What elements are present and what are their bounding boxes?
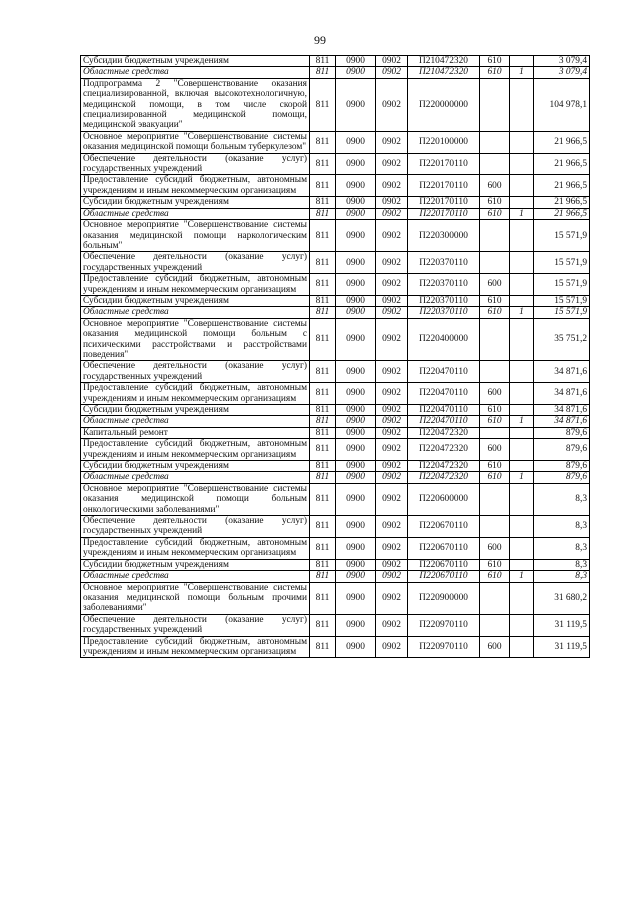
cell-src [510, 56, 534, 67]
cell-cs: П220170110 [408, 208, 480, 219]
cell-ved: 811 [310, 461, 336, 472]
cell-vr [480, 516, 510, 538]
cell-rz: 0900 [336, 56, 376, 67]
cell-src [510, 383, 534, 405]
cell-pr: 0902 [376, 416, 408, 427]
cell-rz: 0900 [336, 361, 376, 383]
cell-pr: 0902 [376, 274, 408, 296]
table-row [81, 67, 590, 78]
cell-rz: 0900 [336, 405, 376, 416]
cell-pr: 0902 [376, 208, 408, 219]
table-row [81, 208, 590, 219]
cell-vr [480, 361, 510, 383]
table-row [81, 78, 590, 131]
cell-sum: 21 966,5 [534, 208, 590, 219]
cell-ved: 811 [310, 416, 336, 427]
table-row [81, 252, 590, 274]
table-row [81, 614, 590, 636]
cell-name: Подпрограмма 2 "Совершенствование оказания специализированной, включая высокотехнологичную, медицинской помощи, в том числе скорой специализированной медицинской помощи, медицинской эвакуации" [81, 78, 310, 131]
cell-src [510, 252, 534, 274]
cell-pr: 0902 [376, 153, 408, 175]
cell-vr: 600 [480, 175, 510, 197]
cell-ved: 811 [310, 131, 336, 153]
cell-ved: 811 [310, 537, 336, 559]
cell-vr [480, 614, 510, 636]
cell-rz: 0900 [336, 559, 376, 570]
cell-vr: 600 [480, 383, 510, 405]
cell-vr [480, 78, 510, 131]
cell-src [510, 537, 534, 559]
cell-cs: П210472320 [408, 56, 480, 67]
cell-vr: 600 [480, 636, 510, 658]
cell-vr [480, 427, 510, 438]
cell-pr: 0902 [376, 537, 408, 559]
table-row [81, 153, 590, 175]
cell-cs: П220170110 [408, 175, 480, 197]
cell-ved: 811 [310, 208, 336, 219]
table-row [81, 427, 590, 438]
cell-rz: 0900 [336, 516, 376, 538]
cell-ved: 811 [310, 361, 336, 383]
cell-vr: 600 [480, 537, 510, 559]
cell-rz: 0900 [336, 252, 376, 274]
cell-pr: 0902 [376, 361, 408, 383]
cell-name: Областные средства [81, 416, 310, 427]
cell-rz: 0900 [336, 472, 376, 483]
cell-pr: 0902 [376, 295, 408, 306]
cell-pr: 0902 [376, 483, 408, 515]
cell-cs: П220470110 [408, 405, 480, 416]
table-row [81, 361, 590, 383]
cell-vr: 610 [480, 461, 510, 472]
cell-rz: 0900 [336, 67, 376, 78]
cell-vr: 610 [480, 67, 510, 78]
cell-ved: 811 [310, 318, 336, 361]
cell-sum: 34 871,6 [534, 405, 590, 416]
table-row [81, 318, 590, 361]
cell-name: Основное мероприятие "Совершенствование системы оказания медицинской помощи больным с психическими расстройствами и расстройствами поведения" [81, 318, 310, 361]
cell-sum: 15 571,9 [534, 252, 590, 274]
cell-sum: 104 978,1 [534, 78, 590, 131]
cell-rz: 0900 [336, 537, 376, 559]
cell-vr: 610 [480, 56, 510, 67]
cell-sum: 34 871,6 [534, 361, 590, 383]
cell-ved: 811 [310, 405, 336, 416]
cell-cs: П220670110 [408, 571, 480, 582]
cell-sum: 8,3 [534, 559, 590, 570]
cell-cs: П220100000 [408, 131, 480, 153]
cell-pr: 0902 [376, 252, 408, 274]
table-row [81, 197, 590, 208]
cell-sum: 879,6 [534, 461, 590, 472]
cell-rz: 0900 [336, 383, 376, 405]
cell-src [510, 614, 534, 636]
cell-name: Основное мероприятие "Совершенствование системы оказания медицинской помощи наркологическим больным" [81, 220, 310, 252]
cell-pr: 0902 [376, 582, 408, 614]
cell-sum: 34 871,6 [534, 383, 590, 405]
cell-name: Обеспечение деятельности (оказание услуг) государственных учреждений [81, 252, 310, 274]
budget-table [80, 55, 590, 658]
cell-sum: 8,3 [534, 571, 590, 582]
cell-ved: 811 [310, 427, 336, 438]
cell-ved: 811 [310, 614, 336, 636]
table-row [81, 220, 590, 252]
cell-pr: 0902 [376, 559, 408, 570]
cell-src [510, 636, 534, 658]
cell-vr: 610 [480, 208, 510, 219]
cell-pr: 0902 [376, 78, 408, 131]
cell-vr [480, 153, 510, 175]
cell-vr: 610 [480, 571, 510, 582]
table-row [81, 537, 590, 559]
cell-sum: 15 571,9 [534, 274, 590, 296]
cell-src [510, 153, 534, 175]
cell-rz: 0900 [336, 461, 376, 472]
cell-vr [480, 131, 510, 153]
cell-vr: 610 [480, 472, 510, 483]
table-row [81, 571, 590, 582]
cell-pr: 0902 [376, 614, 408, 636]
table-row [81, 472, 590, 483]
cell-rz: 0900 [336, 416, 376, 427]
cell-rz: 0900 [336, 175, 376, 197]
cell-rz: 0900 [336, 197, 376, 208]
cell-src [510, 516, 534, 538]
cell-cs: П210472320 [408, 67, 480, 78]
cell-sum: 3 079,4 [534, 56, 590, 67]
cell-pr: 0902 [376, 175, 408, 197]
cell-src [510, 405, 534, 416]
cell-rz: 0900 [336, 307, 376, 318]
table-row [81, 439, 590, 461]
cell-ved: 811 [310, 516, 336, 538]
cell-pr: 0902 [376, 516, 408, 538]
cell-src [510, 131, 534, 153]
cell-cs: П220970110 [408, 614, 480, 636]
cell-sum: 15 571,9 [534, 295, 590, 306]
cell-pr: 0902 [376, 131, 408, 153]
cell-vr [480, 483, 510, 515]
cell-sum: 35 751,2 [534, 318, 590, 361]
cell-name: Субсидии бюджетным учреждениям [81, 197, 310, 208]
cell-pr: 0902 [376, 405, 408, 416]
cell-name: Основное мероприятие "Совершенствование системы оказания медицинской помощи больным прочими заболеваниями" [81, 582, 310, 614]
cell-vr: 600 [480, 274, 510, 296]
cell-vr: 610 [480, 307, 510, 318]
table-row [81, 636, 590, 658]
table-row [81, 483, 590, 515]
cell-ved: 811 [310, 483, 336, 515]
cell-sum: 15 571,9 [534, 307, 590, 318]
cell-vr: 610 [480, 295, 510, 306]
cell-name: Субсидии бюджетным учреждениям [81, 56, 310, 67]
cell-rz: 0900 [336, 153, 376, 175]
cell-name: Областные средства [81, 472, 310, 483]
cell-vr [480, 582, 510, 614]
cell-vr [480, 252, 510, 274]
cell-pr: 0902 [376, 439, 408, 461]
cell-sum: 879,6 [534, 427, 590, 438]
cell-src: 1 [510, 472, 534, 483]
cell-src [510, 439, 534, 461]
cell-rz: 0900 [336, 208, 376, 219]
cell-pr: 0902 [376, 636, 408, 658]
table-row [81, 582, 590, 614]
cell-cs: П220300000 [408, 220, 480, 252]
cell-name: Обеспечение деятельности (оказание услуг) государственных учреждений [81, 361, 310, 383]
table-row [81, 516, 590, 538]
cell-cs: П220670110 [408, 516, 480, 538]
cell-name: Областные средства [81, 67, 310, 78]
cell-src: 1 [510, 208, 534, 219]
table-row [81, 559, 590, 570]
cell-ved: 811 [310, 571, 336, 582]
cell-name: Субсидии бюджетным учреждениям [81, 405, 310, 416]
cell-name: Субсидии бюджетным учреждениям [81, 559, 310, 570]
cell-src [510, 78, 534, 131]
cell-rz: 0900 [336, 439, 376, 461]
cell-vr: 610 [480, 197, 510, 208]
cell-src [510, 559, 534, 570]
cell-src [510, 361, 534, 383]
cell-cs: П220900000 [408, 582, 480, 614]
cell-pr: 0902 [376, 197, 408, 208]
cell-rz: 0900 [336, 571, 376, 582]
cell-cs: П220170110 [408, 153, 480, 175]
cell-rz: 0900 [336, 636, 376, 658]
cell-ved: 811 [310, 197, 336, 208]
table-row [81, 175, 590, 197]
cell-cs: П220400000 [408, 318, 480, 361]
cell-cs: П220600000 [408, 483, 480, 515]
cell-cs: П220000000 [408, 78, 480, 131]
cell-pr: 0902 [376, 67, 408, 78]
cell-vr: 610 [480, 416, 510, 427]
cell-name: Обеспечение деятельности (оказание услуг) государственных учреждений [81, 614, 310, 636]
cell-ved: 811 [310, 252, 336, 274]
cell-name: Областные средства [81, 208, 310, 219]
cell-vr: 610 [480, 559, 510, 570]
table-row [81, 405, 590, 416]
cell-src [510, 483, 534, 515]
cell-sum: 34 871,6 [534, 416, 590, 427]
cell-ved: 811 [310, 67, 336, 78]
cell-cs: П220170110 [408, 197, 480, 208]
cell-ved: 811 [310, 559, 336, 570]
cell-rz: 0900 [336, 427, 376, 438]
cell-sum: 31 119,5 [534, 636, 590, 658]
cell-ved: 811 [310, 78, 336, 131]
cell-name: Основное мероприятие "Совершенствование системы оказания медицинской помощи больным туберкулезом" [81, 131, 310, 153]
cell-name: Предоставление субсидий бюджетным, автономным учреждениям и иным некоммерческим организациям [81, 383, 310, 405]
cell-src [510, 175, 534, 197]
cell-cs: П220670110 [408, 537, 480, 559]
cell-src [510, 295, 534, 306]
cell-cs: П220370110 [408, 274, 480, 296]
cell-src: 1 [510, 307, 534, 318]
cell-ved: 811 [310, 175, 336, 197]
cell-src [510, 461, 534, 472]
cell-src [510, 427, 534, 438]
cell-pr: 0902 [376, 307, 408, 318]
table-row [81, 461, 590, 472]
cell-pr: 0902 [376, 571, 408, 582]
table-body [81, 56, 590, 658]
cell-ved: 811 [310, 56, 336, 67]
table-row [81, 274, 590, 296]
cell-sum: 879,6 [534, 439, 590, 461]
cell-name: Предоставление субсидий бюджетным, автономным учреждениям и иным некоммерческим организациям [81, 537, 310, 559]
cell-name: Обеспечение деятельности (оказание услуг) государственных учреждений [81, 153, 310, 175]
cell-src [510, 274, 534, 296]
cell-src: 1 [510, 571, 534, 582]
cell-name: Основное мероприятие "Совершенствование системы оказания медицинской помощи больным онкологическими заболеваниями" [81, 483, 310, 515]
cell-ved: 811 [310, 636, 336, 658]
cell-rz: 0900 [336, 274, 376, 296]
cell-pr: 0902 [376, 318, 408, 361]
cell-src [510, 582, 534, 614]
cell-rz: 0900 [336, 483, 376, 515]
cell-pr: 0902 [376, 461, 408, 472]
cell-sum: 8,3 [534, 537, 590, 559]
cell-cs: П220472320 [408, 472, 480, 483]
cell-sum: 8,3 [534, 516, 590, 538]
cell-name: Обеспечение деятельности (оказание услуг) государственных учреждений [81, 516, 310, 538]
table-row [81, 416, 590, 427]
cell-ved: 811 [310, 582, 336, 614]
cell-ved: 811 [310, 153, 336, 175]
cell-src: 1 [510, 67, 534, 78]
cell-name: Областные средства [81, 307, 310, 318]
cell-sum: 31 680,2 [534, 582, 590, 614]
cell-cs: П220670110 [408, 559, 480, 570]
cell-cs: П220470110 [408, 416, 480, 427]
cell-ved: 811 [310, 439, 336, 461]
cell-cs: П220470110 [408, 383, 480, 405]
cell-name: Предоставление субсидий бюджетным, автономным учреждениям и иным некоммерческим организациям [81, 274, 310, 296]
cell-name: Капитальный ремонт [81, 427, 310, 438]
cell-name: Предоставление субсидий бюджетным, автономным учреждениям и иным некоммерческим организациям [81, 175, 310, 197]
cell-sum: 15 571,9 [534, 220, 590, 252]
cell-pr: 0902 [376, 383, 408, 405]
cell-src [510, 197, 534, 208]
cell-rz: 0900 [336, 582, 376, 614]
cell-src: 1 [510, 416, 534, 427]
cell-vr [480, 220, 510, 252]
table-row [81, 307, 590, 318]
cell-ved: 811 [310, 472, 336, 483]
cell-rz: 0900 [336, 78, 376, 131]
page-number: 99 [314, 33, 326, 47]
cell-sum: 21 966,5 [534, 197, 590, 208]
table-row [81, 295, 590, 306]
cell-sum: 21 966,5 [534, 175, 590, 197]
cell-cs: П220370110 [408, 295, 480, 306]
cell-rz: 0900 [336, 220, 376, 252]
cell-cs: П220472320 [408, 439, 480, 461]
cell-ved: 811 [310, 295, 336, 306]
cell-sum: 3 079,4 [534, 67, 590, 78]
cell-rz: 0900 [336, 318, 376, 361]
cell-sum: 8,3 [534, 483, 590, 515]
cell-cs: П220472320 [408, 427, 480, 438]
cell-cs: П220470110 [408, 361, 480, 383]
cell-sum: 21 966,5 [534, 131, 590, 153]
cell-ved: 811 [310, 220, 336, 252]
cell-ved: 811 [310, 274, 336, 296]
cell-sum: 879,6 [534, 472, 590, 483]
cell-name: Предоставление субсидий бюджетным, автономным учреждениям и иным некоммерческим организациям [81, 636, 310, 658]
table-row [81, 383, 590, 405]
cell-rz: 0900 [336, 295, 376, 306]
cell-ved: 811 [310, 307, 336, 318]
cell-name: Областные средства [81, 571, 310, 582]
cell-pr: 0902 [376, 56, 408, 67]
cell-name: Субсидии бюджетным учреждениям [81, 461, 310, 472]
cell-name: Предоставление субсидий бюджетным, автономным учреждениям и иным некоммерческим организациям [81, 439, 310, 461]
cell-cs: П220370110 [408, 252, 480, 274]
table-row [81, 131, 590, 153]
cell-rz: 0900 [336, 131, 376, 153]
table-row [81, 56, 590, 67]
cell-sum: 31 119,5 [534, 614, 590, 636]
cell-cs: П220370110 [408, 307, 480, 318]
cell-rz: 0900 [336, 614, 376, 636]
cell-pr: 0902 [376, 472, 408, 483]
cell-vr: 600 [480, 439, 510, 461]
cell-src [510, 220, 534, 252]
cell-src [510, 318, 534, 361]
cell-pr: 0902 [376, 427, 408, 438]
cell-cs: П220472320 [408, 461, 480, 472]
cell-pr: 0902 [376, 220, 408, 252]
cell-ved: 811 [310, 383, 336, 405]
cell-cs: П220970110 [408, 636, 480, 658]
cell-vr: 610 [480, 405, 510, 416]
cell-sum: 21 966,5 [534, 153, 590, 175]
cell-vr [480, 318, 510, 361]
cell-name: Субсидии бюджетным учреждениям [81, 295, 310, 306]
